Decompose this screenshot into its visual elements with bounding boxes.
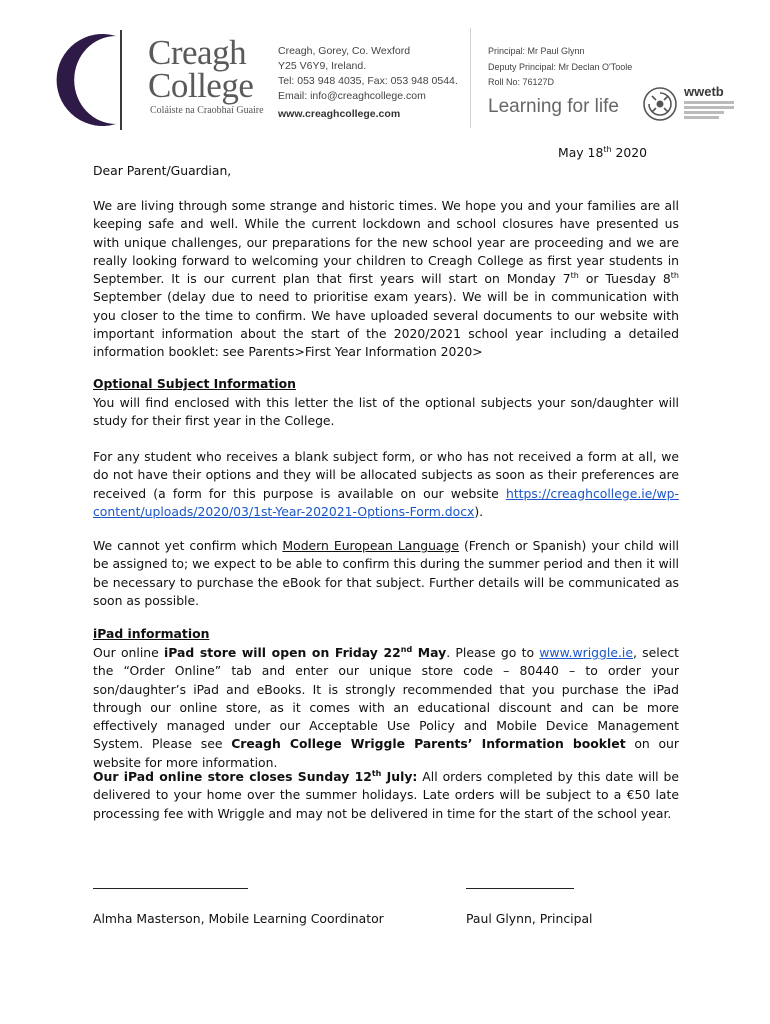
ipad-store-paragraph: Our online iPad store will open on Friday 22nd May. Please go to www.wriggle.ie, select the “Order Online” tab and enter our unique store code – 80440 – to order your son/daughter’s iPad and eBooks. It is strongly recommended that you purchase the iPad through our online store, as it comes with an educational discount and can be more effectively managed under our Acceptable Use Policy and Mobile Device Management System. Please see Creagh College Wriggle Parents’ Information booklet on our website for more information. (93, 644, 680, 770)
wriggle-link[interactable]: www.wriggle.ie (539, 645, 633, 660)
phone-fax: Tel: 053 948 4035, Fax: 053 948 0544. (278, 75, 458, 87)
wwetb-fine-print (684, 101, 734, 119)
optional-subject-heading: Optional Subject Information (93, 376, 296, 391)
signature-line (93, 888, 248, 889)
blank-form-paragraph: For any student who receives a blank subject form, or who has not received a form at all, we do not have their options and they will be allocated subjects as soon as their preferences are received (a form for this purpose is available on our website https://creaghcollege.ie/wp-content/uploads/2020/03/1st-Year-202021-Options-Form.docx). (93, 449, 679, 519)
optional-subject-paragraph: You will find enclosed with this letter the list of the optional subjects your son/daughter will study for their first year in the College. (93, 395, 679, 429)
address-line: Y25 V6Y9, Ireland. (278, 60, 367, 72)
signatory-principal: Paul Glynn, Principal (466, 911, 593, 926)
logo-wordmark: Creagh College (148, 33, 254, 105)
address-line: Creagh, Gorey, Co. Wexford (278, 45, 411, 57)
wwetb-swirl-logo-icon (640, 84, 680, 124)
deputy-principal-name: Deputy Principal: Mr Declan O'Toole (488, 61, 633, 72)
store-closing-paragraph: Our iPad online store closes Sunday 12th July: All orders completed by this date will be delivered to your home over the summer holidays. Late orders will be subject to a €50 late processing fee with Wriggle and may not be delivered in time for the start of the school year. (93, 768, 680, 821)
wwetb-wordmark: wwetb (684, 84, 724, 99)
tagline: Learning for life (488, 96, 619, 117)
ipad-info-heading: iPad information (93, 626, 210, 641)
email-address: Email: info@creaghcollege.com (278, 90, 426, 102)
letter-date: May 18th 2020 (558, 144, 648, 160)
header-divider (470, 28, 471, 128)
website-address: www.creaghcollege.com (278, 108, 401, 120)
staff-info (488, 44, 632, 91)
language-paragraph: We cannot yet confirm which Modern European Language (French or Spanish) your child will be assigned to; we expect to be able to confirm this during the summer period and then it will be necessary to purchase the eBook for that subject. Further details will be communicated as soon as possible. (93, 538, 679, 608)
signatory-coordinator: Almha Masterson, Mobile Learning Coordinator (93, 911, 384, 926)
intro-paragraph: We are living through some strange and historic times. We hope you and your families are all keeping safe and well. While the current lockdown and school closures have presented us with unique challenges, our preparations for the new school year are proceeding and we are really looking forward to welcoming your children to Creagh College as first year students in September. It is our current plan that first years will start on Monday 7th or Tuesday 8th September (delay due to need to prioritise exam years). We will be in communication with you closer to the time to confirm. We have uploaded several documents to our website with important information about the start of the 2020/2021 school year including a detailed information booklet: see Parents>First Year Information 2020> (93, 198, 679, 360)
school-address (278, 44, 458, 122)
greeting: Dear Parent/Guardian, (93, 163, 232, 178)
logo-divider (120, 30, 122, 130)
options-form-link[interactable]: https://creaghcollege.ie/wp-content/uploads/2020/03/1st-Year-202021-Options-Form.docx (93, 485, 679, 519)
roll-number: Roll No: 76127D (488, 77, 555, 87)
signature-line (466, 888, 574, 889)
logo-irish-name: Coláiste na Craobhaí Guaire (150, 105, 264, 116)
principal-name: Principal: Mr Paul Glynn (488, 46, 585, 56)
